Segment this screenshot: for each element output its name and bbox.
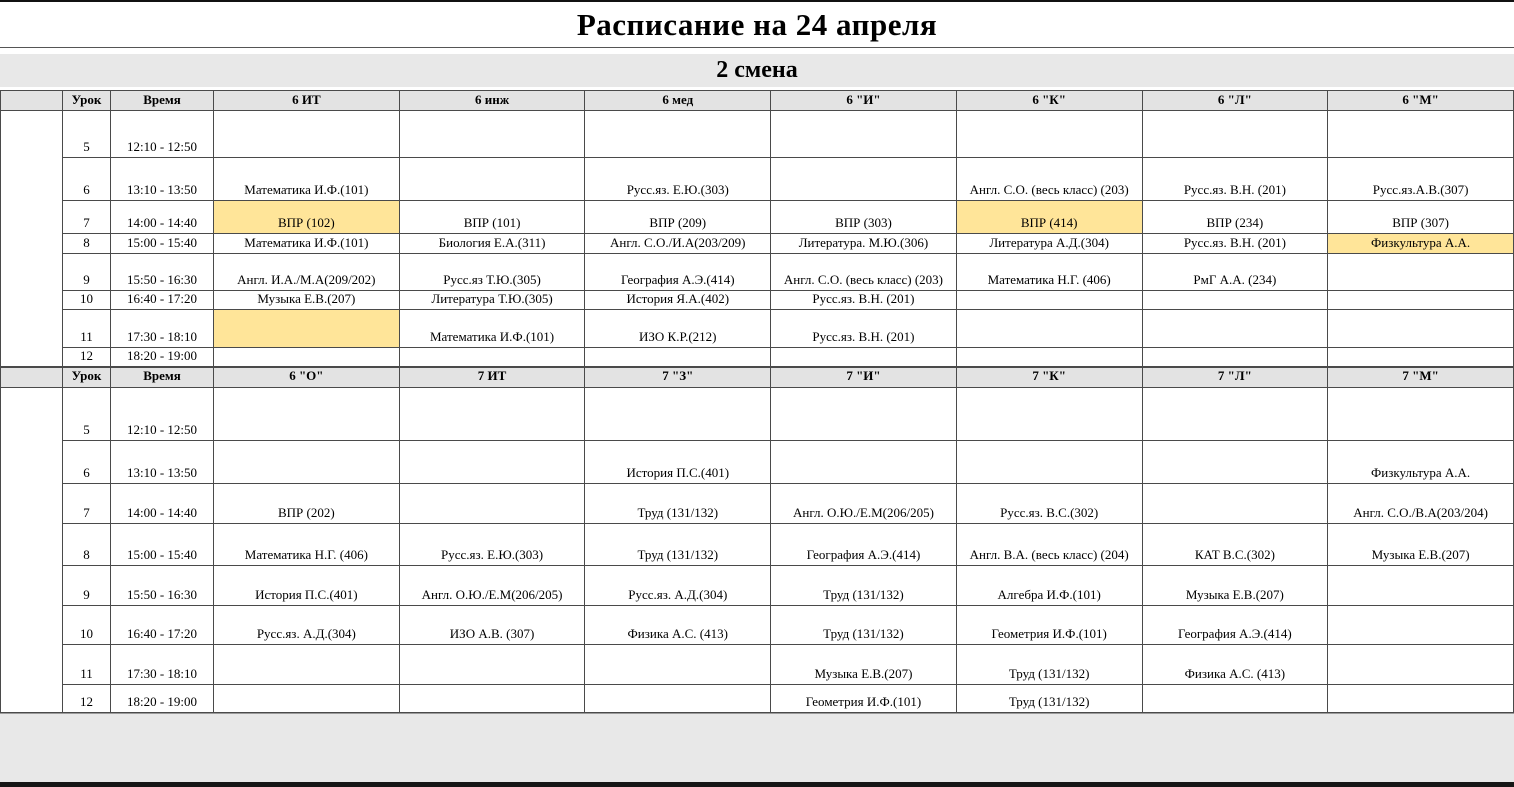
class-column-header: 6 "О": [214, 367, 400, 387]
schedule-cell: [771, 440, 957, 483]
schedule-row: [1, 309, 1514, 347]
schedule-cell: География А.Э.(414): [1142, 605, 1328, 644]
schedule-cell: [214, 347, 400, 366]
schedule-cell: ИЗО К.Р.(212): [585, 309, 771, 347]
schedule-cell: [1328, 565, 1514, 605]
schedule-row: [1, 347, 1514, 366]
schedule-cell: Англ. И.А./М.А(209/202): [214, 254, 400, 291]
schedule-cell: Англ. О.Ю./Е.М(206/205): [771, 483, 957, 523]
time-cell: 12:10 - 12:50: [111, 387, 214, 440]
schedule-cell: [214, 387, 400, 440]
lesson-number-cell: 12: [63, 347, 111, 366]
schedule-cell: [956, 111, 1142, 158]
schedule-cell: Англ. О.Ю./Е.М(206/205): [399, 565, 585, 605]
schedule-cell: ИЗО А.В. (307): [399, 605, 585, 644]
schedule-cell: Труд (131/132): [585, 483, 771, 523]
lesson-header: Урок: [63, 91, 111, 111]
schedule-cell: [399, 111, 585, 158]
schedule-cell: [1328, 605, 1514, 644]
schedule-row: [1, 201, 1514, 234]
schedule-cell: Англ. В.А. (весь класс) (204): [956, 523, 1142, 565]
schedule-cell: Биология Е.А.(311): [399, 234, 585, 254]
time-cell: 15:50 - 16:30: [111, 254, 214, 291]
schedule-cell: ВПР (414): [956, 201, 1142, 234]
schedule-cell: География А.Э.(414): [585, 254, 771, 291]
schedule-cell: Математика И.Ф.(101): [399, 309, 585, 347]
schedule-cell: Алгебра И.Ф.(101): [956, 565, 1142, 605]
lesson-number-cell: 5: [63, 387, 111, 440]
schedule-cell: [399, 644, 585, 684]
time-cell: 18:20 - 19:00: [111, 347, 214, 366]
lesson-number-cell: 11: [63, 309, 111, 347]
schedule-cell: [399, 347, 585, 366]
schedule-cell: Русс.яз Т.Ю.(305): [399, 254, 585, 291]
schedule-cell: Физкультура А.А.: [1328, 234, 1514, 254]
schedule-cell: Труд (131/132): [956, 644, 1142, 684]
class-column-header: 7 "К": [956, 367, 1142, 387]
bottom-bar: [0, 782, 1514, 787]
time-cell: 15:00 - 15:40: [111, 234, 214, 254]
schedule-cell: Русс.яз. А.Д.(304): [585, 565, 771, 605]
footer-band: [0, 713, 1514, 782]
schedule-cell: Геометрия И.Ф.(101): [956, 605, 1142, 644]
schedule-cell: [214, 440, 400, 483]
schedule-cell: Математика И.Ф.(101): [214, 158, 400, 201]
lesson-number-cell: 8: [63, 234, 111, 254]
time-cell: 18:20 - 19:00: [111, 684, 214, 712]
schedule-cell: Русс.яз. Е.Ю.(303): [585, 158, 771, 201]
schedule-cell: Англ. С.О./И.А(203/209): [585, 234, 771, 254]
lesson-number-cell: 11: [63, 644, 111, 684]
time-header: Время: [111, 367, 214, 387]
schedule-row: [1, 483, 1514, 523]
schedule-cell: Физика А.С. (413): [1142, 644, 1328, 684]
schedule-tables-container: [0, 90, 1514, 713]
left-spacer-cell: [1, 111, 63, 367]
header-spacer-cell: [1, 367, 63, 387]
schedule-cell: [1142, 483, 1328, 523]
header-row: [1, 91, 1514, 111]
schedule-row: [1, 111, 1514, 158]
schedule-cell: [214, 309, 400, 347]
lesson-number-cell: 10: [63, 605, 111, 644]
schedule-row: [1, 291, 1514, 310]
schedule-cell: Англ. С.О. (весь класс) (203): [956, 158, 1142, 201]
schedule-cell: История Я.А.(402): [585, 291, 771, 310]
lesson-number-cell: 12: [63, 684, 111, 712]
schedule-cell: [1328, 254, 1514, 291]
schedule-row: [1, 387, 1514, 440]
schedule-cell: ВПР (307): [1328, 201, 1514, 234]
time-cell: 14:00 - 14:40: [111, 483, 214, 523]
time-cell: 12:10 - 12:50: [111, 111, 214, 158]
time-header: Время: [111, 91, 214, 111]
schedule-cell: [1142, 684, 1328, 712]
schedule-cell: Труд (131/132): [956, 684, 1142, 712]
left-spacer-cell: [1, 387, 63, 712]
schedule-cell: Геометрия И.Ф.(101): [771, 684, 957, 712]
schedule-cell: [956, 291, 1142, 310]
lesson-number-cell: 9: [63, 254, 111, 291]
time-cell: 17:30 - 18:10: [111, 309, 214, 347]
lesson-number-cell: 7: [63, 483, 111, 523]
schedule-cell: Литература Т.Ю.(305): [399, 291, 585, 310]
schedule-cell: Русс.яз.А.В.(307): [1328, 158, 1514, 201]
schedule-cell: Труд (131/132): [585, 523, 771, 565]
lesson-header: Урок: [63, 367, 111, 387]
shift-subtitle: 2 смена: [716, 57, 798, 83]
title-bar: [0, 0, 1514, 48]
schedule-row: [1, 254, 1514, 291]
schedule-cell: Математика И.Ф.(101): [214, 234, 400, 254]
schedule-row: [1, 523, 1514, 565]
schedule-cell: [214, 644, 400, 684]
schedule-row: [1, 605, 1514, 644]
schedule-row: [1, 158, 1514, 201]
lesson-number-cell: 6: [63, 158, 111, 201]
schedule-cell: Физкультура А.А.: [1328, 440, 1514, 483]
schedule-cell: [585, 347, 771, 366]
lesson-number-cell: 5: [63, 111, 111, 158]
schedule-cell: Музыка Е.В.(207): [1328, 523, 1514, 565]
time-cell: 14:00 - 14:40: [111, 201, 214, 234]
time-cell: 15:50 - 16:30: [111, 565, 214, 605]
schedule-cell: [585, 644, 771, 684]
class-column-header: 6 инж: [399, 91, 585, 111]
schedule-cell: [214, 684, 400, 712]
schedule-cell: Музыка Е.В.(207): [214, 291, 400, 310]
schedule-cell: [1328, 347, 1514, 366]
schedule-cell: [399, 684, 585, 712]
lesson-number-cell: 9: [63, 565, 111, 605]
schedule-cell: [1142, 291, 1328, 310]
schedule-row: [1, 234, 1514, 254]
schedule-cell: Русс.яз. В.С.(302): [956, 483, 1142, 523]
schedule-cell: Литература. М.Ю.(306): [771, 234, 957, 254]
schedule-cell: ВПР (202): [214, 483, 400, 523]
schedule-cell: [1328, 111, 1514, 158]
header-row: [1, 367, 1514, 387]
class-column-header: 7 "Л": [1142, 367, 1328, 387]
class-column-header: 7 "М": [1328, 367, 1514, 387]
schedule-cell: История П.С.(401): [214, 565, 400, 605]
shift-band: [0, 54, 1514, 87]
schedule-cell: [1328, 644, 1514, 684]
schedule-row: [1, 565, 1514, 605]
schedule-cell: [1328, 387, 1514, 440]
schedule-row: [1, 440, 1514, 483]
schedule-cell: [956, 309, 1142, 347]
class-column-header: 6 ИТ: [214, 91, 400, 111]
schedule-cell: [1328, 684, 1514, 712]
schedule-cell: Русс.яз. В.Н. (201): [771, 309, 957, 347]
schedule-cell: Литература А.Д.(304): [956, 234, 1142, 254]
schedule-cell: ВПР (102): [214, 201, 400, 234]
schedule-cell: [1142, 387, 1328, 440]
schedule-cell: ВПР (101): [399, 201, 585, 234]
schedule-cell: Русс.яз. В.Н. (201): [1142, 234, 1328, 254]
schedule-cell: [585, 684, 771, 712]
schedule-cell: Математика Н.Г. (406): [214, 523, 400, 565]
schedule-cell: Англ. С.О./В.А(203/204): [1328, 483, 1514, 523]
time-cell: 13:10 - 13:50: [111, 158, 214, 201]
schedule-cell: Русс.яз. В.Н. (201): [1142, 158, 1328, 201]
schedule-row: [1, 684, 1514, 712]
class-column-header: 6 "М": [1328, 91, 1514, 111]
class-column-header: 7 "З": [585, 367, 771, 387]
class-column-header: 7 "И": [771, 367, 957, 387]
schedule-cell: Музыка Е.В.(207): [1142, 565, 1328, 605]
time-cell: 15:00 - 15:40: [111, 523, 214, 565]
class-column-header: 6 "И": [771, 91, 957, 111]
schedule-cell: [771, 158, 957, 201]
class-column-header: 7 ИТ: [399, 367, 585, 387]
schedule-cell: ВПР (209): [585, 201, 771, 234]
schedule-cell: ВПР (303): [771, 201, 957, 234]
schedule-table-2: [0, 367, 1514, 713]
schedule-cell: РмГ А.А. (234): [1142, 254, 1328, 291]
time-cell: 13:10 - 13:50: [111, 440, 214, 483]
time-cell: 16:40 - 17:20: [111, 291, 214, 310]
schedule-table-1: [0, 90, 1514, 367]
schedule-cell: [1142, 347, 1328, 366]
schedule-cell: КАТ В.С.(302): [1142, 523, 1328, 565]
schedule-row: [1, 644, 1514, 684]
schedule-cell: [399, 158, 585, 201]
schedule-cell: [956, 387, 1142, 440]
lesson-number-cell: 7: [63, 201, 111, 234]
schedule-cell: [1328, 291, 1514, 310]
schedule-cell: [771, 111, 957, 158]
schedule-cell: [585, 111, 771, 158]
page-title: Расписание на 24 апреля: [576, 6, 938, 42]
schedule-cell: [956, 440, 1142, 483]
schedule-cell: [771, 387, 957, 440]
schedule-cell: [956, 347, 1142, 366]
lesson-number-cell: 8: [63, 523, 111, 565]
schedule-cell: Англ. С.О. (весь класс) (203): [771, 254, 957, 291]
schedule-cell: [399, 483, 585, 523]
header-spacer-cell: [1, 91, 63, 111]
class-column-header: 6 "Л": [1142, 91, 1328, 111]
schedule-cell: ВПР (234): [1142, 201, 1328, 234]
schedule-cell: [399, 387, 585, 440]
schedule-cell: [1142, 440, 1328, 483]
class-column-header: 6 "К": [956, 91, 1142, 111]
time-cell: 17:30 - 18:10: [111, 644, 214, 684]
schedule-cell: Русс.яз. Е.Ю.(303): [399, 523, 585, 565]
lesson-number-cell: 10: [63, 291, 111, 310]
schedule-cell: Труд (131/132): [771, 605, 957, 644]
schedule-cell: [771, 347, 957, 366]
schedule-cell: Русс.яз. А.Д.(304): [214, 605, 400, 644]
schedule-cell: Русс.яз. В.Н. (201): [771, 291, 957, 310]
class-column-header: 6 мед: [585, 91, 771, 111]
schedule-cell: Музыка Е.В.(207): [771, 644, 957, 684]
lesson-number-cell: 6: [63, 440, 111, 483]
schedule-cell: География А.Э.(414): [771, 523, 957, 565]
schedule-cell: [1328, 309, 1514, 347]
schedule-cell: Труд (131/132): [771, 565, 957, 605]
schedule-cell: [585, 387, 771, 440]
schedule-cell: История П.С.(401): [585, 440, 771, 483]
schedule-cell: Физика А.С. (413): [585, 605, 771, 644]
schedule-cell: [399, 440, 585, 483]
schedule-cell: Математика Н.Г. (406): [956, 254, 1142, 291]
time-cell: 16:40 - 17:20: [111, 605, 214, 644]
schedule-cell: [1142, 309, 1328, 347]
schedule-cell: [214, 111, 400, 158]
schedule-cell: [1142, 111, 1328, 158]
